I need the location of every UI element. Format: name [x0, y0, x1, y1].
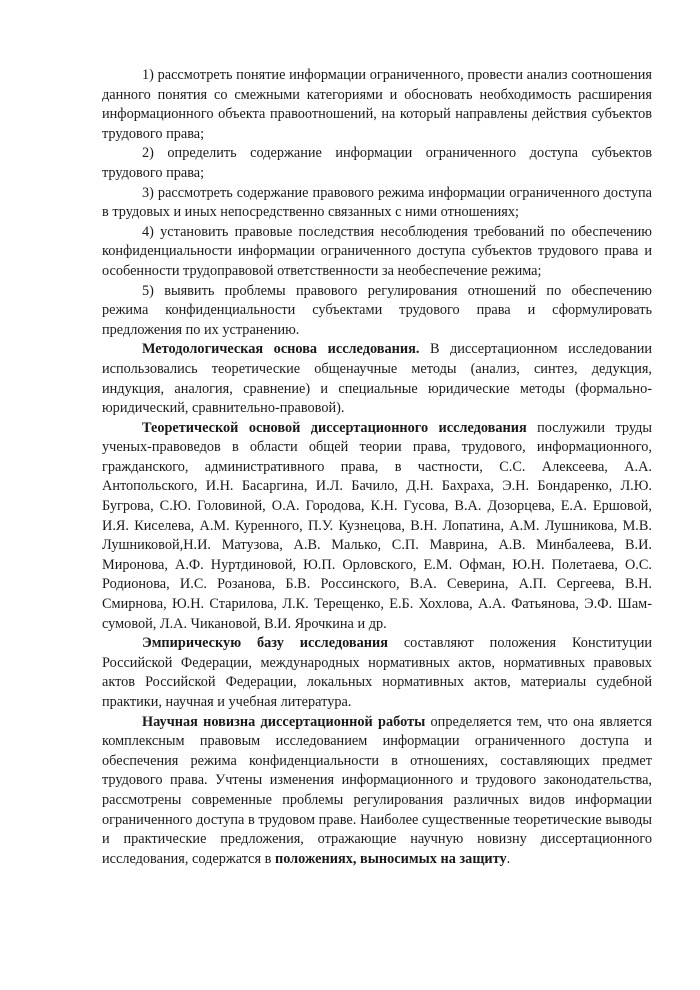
empirical-text: составляют положения Конституции Российской Федерации, международных нормативных актов, нормативных правовых актов Российской Федерации, локальных нормативных актов, материалы судебной практики, научная и учебная литература. — [102, 635, 653, 710]
document-page — [102, 66, 652, 869]
novelty-defense-reference: положениях, выносимых на защиту — [274, 850, 507, 867]
novelty-paragraph — [102, 713, 652, 870]
task-item-3: 3) рассмотреть содержание правового режима информации ограниченного доступа в трудовых и иных непосредственно связанных с ними отношениях; — [102, 184, 652, 221]
theoretical-heading: Теоретической основой диссертационного исследования — [142, 419, 527, 436]
novelty-end: . — [506, 850, 511, 867]
methodology-text: В диссертационном исследовании использовались теоретические общенаучные методы (анализ, синтез, дедукция, индукция, аналогия, сравнение) и специальные юридические методы (формально-юридический, сравнительно-правовой). — [102, 341, 653, 417]
empirical-paragraph — [102, 634, 652, 712]
task-item-5: 5) выявить проблемы правового регулирования отношений по обеспечению режима конфиденциальности субъектами трудового права и сформулировать предложения по их устранению. — [102, 282, 652, 338]
methodology-paragraph — [102, 340, 652, 418]
methodology-heading: Методологическая основа исследования. — [142, 341, 420, 358]
novelty-heading: Научная новизна диссертационной работы — [142, 713, 426, 730]
theoretical-paragraph — [102, 419, 652, 635]
empirical-heading: Эмпирическую базу исследования — [142, 635, 388, 652]
theoretical-text: послужили труды ученых-правоведов в области общей теории права, трудового, информационного, гражданского, административного права, в частности, С.С. Алексеева, А.А. Антопольского, И.Н. Басаргина, И.Л. Бачило, Д.Н. Бахраха, Э.Н. Бондаренко, Л.Ю. Бугрова, С.Ю. Головиной, О.А. Городова, К.Н. Гусова, В.А. Дозорцева, Е.А. Ершовой, И.Я. Киселева, А.М. Куренного, П.У. Кузнецова, В.Н. Лопатина, А.М. Лушникова, М.В. Лушниковой,Н.И. Матузова, А.В. Малько, С.П. Маврина, А.В. Минбалеева, В.И. Миронова, А.Ф. Нуртдиновой, Ю.П. Орловского, Е.М. Офман, Ю.Н. Полетаева, О.С. Родионова, И.С. Розанова, Б.В. Россинского, В.А. Северина, А.П. Сергеева, В.Н. Смирнова, Ю.Н. Старилова, Л.К. Терещенко, Е.Б. Хохлова, А.А. Фатьянова, Э.Ф. Шамсумовой, Л.А. Чикановой, В.И. Ярочкина и др. — [102, 419, 652, 632]
task-item-2: 2) определить содержание информации ограниченного доступа субъектов трудового права; — [102, 145, 652, 181]
novelty-text: определяется тем, что она является комплексным правовым исследованием информации ограниченного доступа и обеспечения режима конфиденциальности в отношениях, составляющих предмет трудового права. Учтены изменения информационного и трудового законодательства, рассмотрены современные проблемы регулирования различных видов информации ограниченного доступа в трудовом праве. Наиболее существенные теоретические выводы и практические предложения, отражающие научную новизну диссертационного исследования, содержатся в — [102, 713, 652, 867]
task-item-1: 1) рассмотреть понятие информации ограниченного, провести анализ соотношения данного понятия со смежными категориями и обосновать необходимость расширения информационного объекта правоотношений, на который направлены действия субъектов трудового права; — [102, 67, 652, 142]
task-item-4: 4) установить правовые последствия несоблюдения требований по обеспечению конфиденциальности информации ограниченного доступа субъектов трудового права и особенности трудоправовой ответственности за необеспечение режима; — [102, 223, 652, 279]
